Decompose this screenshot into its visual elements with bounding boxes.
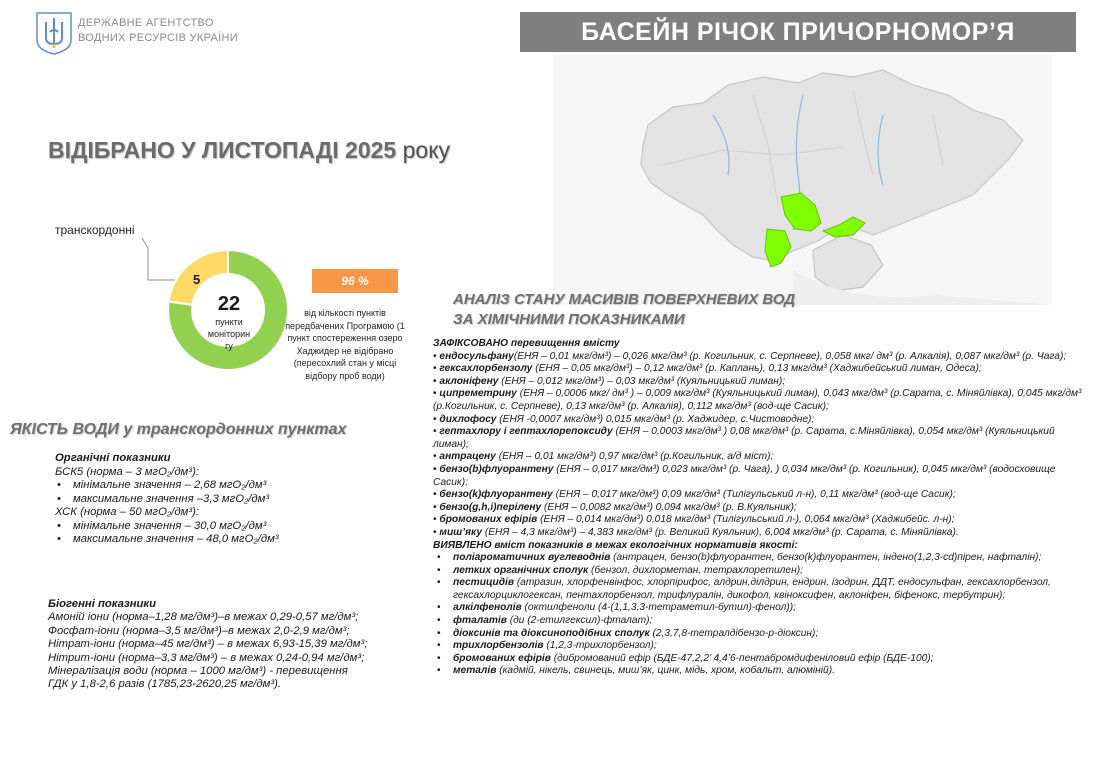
- ukraine-map: [553, 55, 1052, 305]
- bsk5-min: мінімальне значення – 2,68 мгО₂/дм³: [73, 479, 267, 491]
- detected-item-text: (октилфеноли (4-(1,1,3,3-тетраметил-бутил)-фенол));: [521, 602, 796, 614]
- detected-item: [433, 565, 1085, 578]
- bullet: •: [433, 388, 440, 400]
- hsk-min-row: [55, 520, 279, 534]
- fixed-item-text: (ЕНЯ – 0,014 мкг/дм³) 0,018 мкг/дм³ (Тилігульський л-), 0,064 мкг/дм³ (Хаджибейс. л-н);: [537, 514, 955, 526]
- agency-line-1: ДЕРЖАВНЕ АГЕНТСТВО: [78, 17, 214, 29]
- analysis-heading: [453, 290, 795, 330]
- hsk-max-row: [55, 533, 279, 547]
- organic-title: Органічні показники: [55, 452, 171, 464]
- detected-item-name: фталатів: [453, 615, 507, 627]
- fixed-item: [433, 388, 1085, 413]
- fixed-item-name: бензо(k)флуорантену: [439, 489, 553, 501]
- fixed-item-name: антрацену: [439, 451, 496, 463]
- detected-item: [433, 628, 1085, 641]
- donut-caption-1: пункти: [215, 317, 243, 327]
- detected-item-name: летких органічних сполук: [453, 564, 589, 576]
- biogenic-line: Амоній іони (норма–1,28 мг/дм³)–в межах 0,29-0,57 мг/дм³;: [48, 611, 359, 624]
- bullet: •: [437, 577, 441, 589]
- detected-item-name: бромованих ефірів: [453, 652, 551, 664]
- fixed-item: [433, 363, 1085, 376]
- fixed-item-text: (ЕНЯ – 0,017 мкг/дм³) 0,09 мкг/дм³ (Тилігульський л-н), 0,11 мкг/дм³ (вод-ще Сасик);: [552, 489, 956, 501]
- bsk5-norm: БСК5 (норма – 3 мгО₂/дм³):: [55, 465, 199, 478]
- biogenic-indicators: [48, 598, 428, 692]
- detected-item-text: (атразин, хлорфенвінфос, хлорпірифос, алдрин,ділдрин, ендрин, ізодрин, ДДТ, ендосульфан, гексахлорбензол, гексахлорциклогексан, пентахлорбензол, трифлуралін, дикофол, квіноксифен, аклоніфен, біфенокс, тербутрин);: [453, 577, 1051, 601]
- detected-item: [433, 602, 1085, 615]
- fixed-item: [433, 451, 1085, 464]
- donut-total: 22: [217, 293, 241, 315]
- fixed-item-name: гептахлору і гептахлорепоксиду: [439, 426, 613, 438]
- main-heading-year-word: року: [402, 137, 451, 163]
- bullet: •: [433, 350, 440, 362]
- hsk-norm: ХСК (норма – 50 мгО₂/дм³):: [55, 506, 200, 518]
- biogenic-title: Біогенні показники: [48, 598, 157, 610]
- bullet: •: [433, 501, 440, 513]
- fixed-item-text: (ЕНЯ – 0,01 мкг/дм³) 0,97 мкг/дм³ (р.Когильник, а/д міст);: [495, 451, 774, 463]
- main-heading-text: ВІДІБРАНО У ЛИСТОПАДІ 2025: [48, 137, 397, 163]
- fixed-item-name: миш’яку: [439, 526, 483, 538]
- fixed-item-name: аклоніфену: [439, 375, 499, 387]
- fixed-item-name: ципреметрину: [439, 388, 517, 400]
- biogenic-line: ГДК у 1,8-2,6 разів (1785,23-2620,25 мг/дм³).: [48, 678, 282, 691]
- ukraine-map-graphic: [553, 55, 1052, 305]
- bullet: •: [433, 514, 440, 526]
- fixed-item-name: бензо(g,h,i)перілену: [439, 501, 542, 513]
- fixed-item: [433, 514, 1085, 527]
- detected-item-name: діоксинів та діоксиноподібних сполук: [453, 627, 650, 639]
- biogenic-line: Нітрат-іони (норма–45 мг/дм³) – в межах 6,93-15,39 мг/дм³;: [48, 638, 368, 651]
- fixed-item: [433, 426, 1085, 451]
- bsk5-max: максимальне значення –3,3 мгО₂/дм³: [73, 492, 270, 505]
- bullet: •: [433, 426, 440, 438]
- analysis-heading-line-2: ЗА ХІМІЧНИМИ ПОКАЗНИКАМИ: [453, 311, 685, 328]
- detected-item: [433, 577, 1085, 602]
- bullet: •: [433, 489, 440, 501]
- biogenic-line: Нітрит-іони (норма–3,3 мг/дм³) – в межах 0,24-0,94 мг/дм³;: [48, 651, 365, 664]
- biogenic-line: Мінералізація води (норма – 1000 мг/дм³) - перевищення: [48, 665, 348, 678]
- analysis-results: [433, 338, 1085, 678]
- fixed-item: [433, 502, 1085, 515]
- detected-item: [433, 552, 1085, 565]
- detected-item-text: (антрацен, бензо(b)флуорантен, бензо(k)флуорантен, індено(1,2,3-cd)пірен, нафталін);: [610, 552, 1042, 564]
- donut-callout-line: [0, 0, 220, 290]
- bullet: •: [433, 363, 440, 375]
- detected-item-name: алкілфенолів: [453, 602, 522, 614]
- detected-title: ВИЯВЛЕНО вміст показників в межах екологічних нормативів якості:: [433, 539, 798, 551]
- donut-caption-3: гу: [225, 341, 233, 351]
- bullet: •: [437, 602, 441, 614]
- bullet: •: [433, 451, 440, 463]
- fixed-item-text: (ЕНЯ – 0,0006 мкг/ дм³ ) – 0,009 мкг/дм³ (Куяльницький лиман), 0,043 мкг/дм³ (р.Сарата, с. Міняйлівка), 0,045 мкг/дм³ (р.Когильник, с. Серпневе), 0,13 мкг/дм³ (р. Алкалія), 0,112 мкг/дм³ (вод-ще Сасик);: [433, 388, 1082, 412]
- detected-item-text: (кадмій, нікель, свинець, миш’як, цинк, мідь, хром, кобальт, алюміній).: [496, 665, 835, 677]
- bullet: •: [57, 492, 61, 505]
- fixed-item: [433, 489, 1085, 502]
- bullet: •: [57, 519, 61, 532]
- fixed-item-name: дихлофосу: [439, 413, 497, 425]
- basin-title: БАСЕЙН РІЧОК ПРИЧОРНОМОР’Я: [520, 12, 1076, 52]
- detected-item-name: трихлорбензолів: [453, 640, 544, 652]
- bullet: •: [437, 615, 441, 627]
- fixed-item-text: (ЕНЯ -0,0007 мкг/дм³) 0,015 мкг/дм³ (р. Хаджидер, с.Чистоводне);: [496, 413, 815, 425]
- detected-item: [433, 615, 1085, 628]
- fixed-item: [433, 376, 1085, 389]
- detected-item-text: (ди (2-етилгексил)-фталат);: [506, 615, 653, 627]
- detected-item-name: пестицидів: [453, 577, 515, 589]
- hsk-min: мінімальне значення – 30,0 мгО₂/дм³: [73, 519, 267, 532]
- percent-note: від кількості пунктів передбачених Програмою (1 пункт спостереження озеро Хаджидер не відібрано (пересохлий стан у місці відбору проб води): [285, 308, 405, 381]
- bullet: •: [437, 564, 441, 576]
- fixed-item: [433, 414, 1085, 427]
- detected-item-name: металів: [453, 665, 497, 677]
- fixed-item: [433, 464, 1085, 489]
- agency-line-2: ВОДНИХ РЕСУРСІВ УКРАЇНИ: [78, 32, 238, 44]
- fixed-item-text: (ЕНЯ – 0,017 мкг/дм³) 0,023 мкг/дм³ (р. Чага), ) 0,034 мкг/дм³ (р. Когильник), 0,045 мкг/дм³ (водосховище Сасик);: [433, 463, 1056, 488]
- fixed-item-text: (ЕНЯ – 4,3 мкг/дм³) – 4,383 мкг/дм³ (р. Великий Куяльник), 6,004 мкг/дм³ (р. Сарата, с. Міняйлівка).: [482, 526, 959, 538]
- fixed-item-text: (ЕНЯ – 0,012 мкг/дм³) – 0,03 мкг/дм³ (Куяльницький лиман);: [498, 375, 786, 387]
- hsk-max: максимальне значення – 48,0 мгО₂/дм³: [73, 533, 279, 545]
- bullet: •: [57, 479, 61, 491]
- bullet: •: [437, 627, 441, 639]
- fixed-item: [433, 351, 1085, 364]
- detected-item: [433, 653, 1085, 666]
- organic-indicators: [55, 452, 279, 547]
- detected-item-text: (бензол, дихлорметан, тетрахлоретилен);: [588, 564, 803, 576]
- fixed-item-name: гексахлорбензолу: [439, 363, 533, 375]
- fixed-item-name: бромованих ефірів: [439, 514, 538, 526]
- bullet: •: [433, 526, 440, 538]
- bullet: •: [433, 463, 440, 475]
- detected-item: [433, 665, 1085, 678]
- detected-list: [433, 552, 1085, 678]
- fixed-item: [433, 527, 1085, 540]
- fixed-item-name: ендосульфану: [439, 350, 514, 362]
- percent-badge: 96 %: [312, 269, 398, 293]
- bullet: •: [433, 413, 440, 425]
- fixed-item-name: бензо(b)флуорантену: [439, 463, 554, 475]
- biogenic-line: Фосфат-іони (норма–3,5 мг/дм³)–в межах 2,0-2,9 мг/дм³;: [48, 624, 350, 637]
- bullet: •: [437, 665, 441, 677]
- bullet: •: [437, 652, 441, 664]
- detected-item-text: (дибромований ефір (БДЕ-47,2,2’ 4,4’6-пентабромдифеніловий ефір (БДЕ-100);: [550, 652, 934, 664]
- fixed-title: ЗАФІКСОВАНО перевищення вмісту: [433, 338, 620, 349]
- bullet: •: [437, 552, 441, 564]
- detected-item-text: (1,2,3-трихлорбензол);: [543, 640, 657, 652]
- donut-transboundary-count: 5: [193, 272, 201, 287]
- donut-center: [199, 292, 259, 352]
- bsk5-min-row: [55, 479, 279, 493]
- bullet: •: [57, 533, 61, 545]
- fixed-item-text: (ЕНЯ – 0,0082 мкг/дм³) 0,094 мкг/дм³ (р. В.Куяльник);: [541, 501, 797, 513]
- donut-caption-2: моніторин: [207, 329, 251, 339]
- fixed-item-text: (ЕНЯ – 0,0003 мкг/дм³ ) 0,08 мкг/дм³ (р. Сарата, с.Міняйлівка), 0,054 мкг/дм³ (Куяльницький лиман);: [433, 426, 1055, 450]
- bullet: •: [433, 375, 440, 387]
- bsk5-max-row: [55, 493, 279, 507]
- analysis-heading-line-1: АНАЛІЗ СТАНУ МАСИВІВ ПОВЕРХНЕВИХ ВОД: [453, 291, 796, 308]
- donut-callout-label: транскордонні: [55, 223, 135, 237]
- fixed-list: [433, 351, 1085, 540]
- detected-item-name: поліароматичних вуглеводнів: [453, 552, 611, 564]
- fixed-item-text: (ЕНЯ – 0,01 мкг/дм³) – 0,026 мкг/дм³ (р. Когильник, с. Серпневе), 0,058 мкг/ дм³ (р. Алкалія), 0,087 мкг/дм³ (р. Чага);: [513, 350, 1067, 362]
- detected-item: [433, 640, 1085, 653]
- fixed-item-text: (ЕНЯ – 0,05 мкг/дм³) – 0,12 мкг/дм³ (р. Каплань), 0,13 мкг/дм³ (Хаджибейський лиман, Одеса);: [532, 363, 982, 375]
- quality-heading: ЯКІСТЬ ВОДИ у транскордонних пунктах: [10, 421, 347, 438]
- bullet: •: [437, 640, 441, 652]
- detected-item-text: (2,3,7,8-тетралдібензо-р-діоксин);: [649, 627, 819, 639]
